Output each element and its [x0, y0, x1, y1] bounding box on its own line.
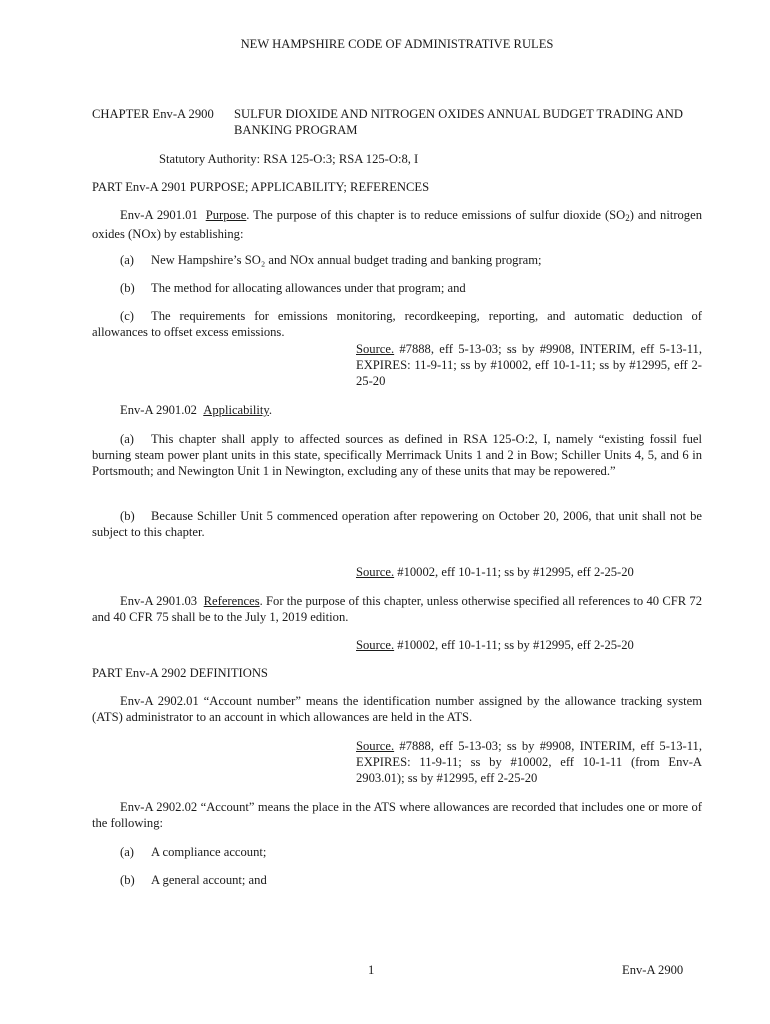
page-number: 1 [368, 963, 375, 977]
item-marker: (b) [120, 509, 135, 523]
source-note [356, 637, 702, 653]
section-2901-02: Env-A 2901.02 Applicability. [120, 403, 273, 417]
statutory-authority: Statutory Authority: RSA 125-O:3; RSA 125-O:8, I [159, 152, 419, 166]
item-text: The requirements for emissions monitoring, recordkeeping, reporting, and automatic deduction of allowances to offset excess emissions. [92, 309, 702, 339]
item-marker: (a) [120, 845, 134, 859]
footer-doc-id: Env-A 2900 [622, 963, 684, 977]
section-text: . The purpose of this chapter is to reduce emissions of sulfur dioxide (SO [246, 208, 626, 222]
list-item [120, 844, 702, 860]
list-item [120, 872, 702, 888]
item-marker: (a) [120, 432, 134, 446]
part-2902-heading: PART Env-A 2902 DEFINITIONS [92, 666, 268, 680]
item-text: A general account; and [151, 873, 267, 887]
source-label: Source. [356, 342, 395, 356]
item-marker: (a) [120, 253, 134, 267]
source-text: #7888, eff 5-13-03; ss by #9908, INTERIM, eff 5-13-11, EXPIRES: 11-9-11; ss by #10002, eff 10-1-11; ss by #12995, eff 2-25-20 [356, 342, 702, 388]
subscript: 2 [625, 213, 630, 223]
source-text: #7888, eff 5-13-03; ss by #9908, INTERIM, eff 5-13-11, EXPIRES: 11-9-11; ss by #10002, eff 10-1-11 (from Env-A 2903.01); ss by #12995, eff 2-25-20 [356, 739, 702, 785]
source-note [356, 738, 702, 786]
list-item [120, 252, 702, 268]
source-label: Source. [356, 739, 395, 753]
section-text: Env-A 2902.01 “Account number” means the identification number assigned by the allowance tracking system (ATS) administrator to an account in which allowances are held in the ATS. [92, 694, 702, 724]
list-item [92, 431, 702, 479]
source-note [356, 341, 702, 389]
item-text: Because Schiller Unit 5 commenced operation after repowering on October 20, 2006, that unit shall not be subject to this chapter. [92, 509, 702, 539]
source-note [356, 564, 702, 580]
item-marker: (b) [120, 281, 135, 295]
section-2901-01 [92, 207, 702, 242]
list-item [92, 308, 702, 340]
list-item [120, 280, 702, 296]
source-label: Source. [356, 565, 395, 579]
chapter-title: SULFUR DIOXIDE AND NITROGEN OXIDES ANNUAL BUDGET TRADING AND BANKING PROGRAM [234, 107, 683, 137]
section-text: Env-A 2902.02 “Account” means the place in the ATS where allowances are recorded that includes one or more of the following: [92, 800, 702, 830]
section-number: Env-A 2901.02 [120, 403, 197, 417]
source-label: Source. [356, 638, 395, 652]
section-heading: Applicability [203, 403, 269, 417]
section-text-cont: ) and nitrogen oxides (NOx) by establishing: [92, 208, 702, 241]
section-number: Env-A 2901.01 [120, 208, 198, 222]
section-2902-01 [92, 693, 702, 725]
section-heading: References [203, 594, 260, 608]
chapter-label: CHAPTER Env-A 2900 [92, 107, 214, 121]
section-heading: Purpose [205, 208, 247, 222]
source-text: #10002, eff 10-1-11; ss by #12995, eff 2-25-20 [394, 565, 634, 579]
item-text: New Hampshire’s SO₂ and NOx annual budget trading and banking program; [151, 253, 542, 267]
part-2901-heading: PART Env-A 2901 PURPOSE; APPLICABILITY; REFERENCES [92, 180, 430, 194]
item-marker: (b) [120, 873, 135, 887]
section-number: Env-A 2901.03 [120, 594, 198, 608]
source-text: #10002, eff 10-1-11; ss by #12995, eff 2-25-20 [394, 638, 634, 652]
page-header: NEW HAMPSHIRE CODE OF ADMINISTRATIVE RULES [240, 37, 554, 51]
section-text: . For the purpose of this chapter, unless otherwise specified all references to 40 CFR 72 and 40 CFR 75 shall be to the July 1, 2019 edition. [92, 594, 702, 624]
item-marker: (c) [120, 309, 134, 323]
item-text: A compliance account; [151, 845, 267, 859]
section-2902-02 [92, 799, 702, 831]
chapter-heading [92, 106, 702, 138]
item-text: This chapter shall apply to affected sources as defined in RSA 125-O:2, I, namely “existing fossil fuel burning steam power plant units in this state, specifically Merrimack Units 1 and 2 in Bow; Schiller Units 4, 5, and 6 in Portsmouth; and Newington Unit 1 in Newington, excluding any of these units that may be repowered.” [92, 432, 702, 478]
list-item [92, 508, 702, 540]
item-text: The method for allocating allowances under that program; and [151, 281, 466, 295]
section-2901-03 [92, 593, 702, 625]
